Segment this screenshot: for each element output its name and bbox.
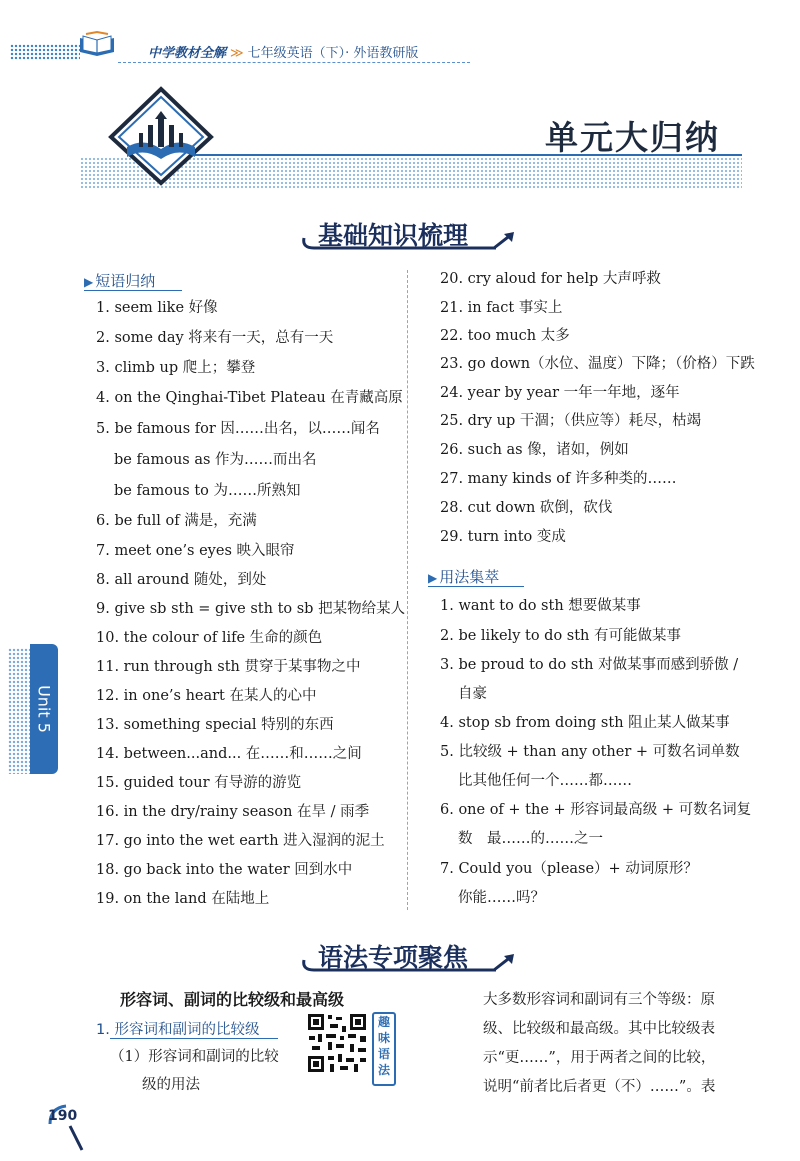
unit-side-tab-label: Unit 5 (34, 685, 54, 733)
phrase-item: 3. climb up 爬上；攀登 (96, 360, 256, 376)
fun-grammar-tag-char: 味 (377, 1031, 390, 1045)
header-dot-pattern (10, 44, 80, 60)
phrase-item: 28. cut down 砍倒，砍伐 (440, 500, 613, 516)
usage-summary-heading (428, 566, 499, 587)
usage-item: 2. be likely to do sth 有可能做某事 (440, 628, 681, 644)
phrase-item: 18. go back into the water 回到水中 (96, 862, 353, 878)
heading-swoosh-icon (300, 954, 520, 974)
fun-grammar-tag-char: 法 (377, 1063, 390, 1077)
usage-item: 比其他任何一个……都…… (458, 773, 632, 789)
grammar-explanation-line: 大多数形容词和副词有三个等级：原 (483, 992, 715, 1008)
header-separator-icon: ≫ (230, 46, 244, 61)
grammar-subheading-underline (110, 1038, 278, 1039)
usage-item: 数 最……的……之一 (458, 831, 603, 847)
phrase-item: 12. in one’s heart 在某人的心中 (96, 688, 317, 704)
phrase-item: 17. go into the wet earth 进入湿润的泥土 (96, 833, 385, 849)
grammar-topic-title: 形容词、副词的比较级和最高级 (120, 990, 345, 1009)
phrase-summary-heading (84, 270, 155, 291)
triangle-bullet-icon: ▶ (84, 275, 94, 289)
qr-code-icon[interactable] (306, 1012, 368, 1074)
phrase-item: 5. be famous for 因……出名，以……闻名 (96, 421, 380, 437)
usage-heading-underline (428, 586, 524, 587)
fun-grammar-tag-char: 趣 (377, 1015, 390, 1029)
phrase-item: 25. dry up 干涸；（供应等）耗尽，枯竭 (440, 413, 702, 429)
page-number: 190 (48, 1108, 78, 1124)
phrase-item: 14. between...and... 在……和……之间 (96, 746, 362, 762)
basic-knowledge-heading: 基础知识梳理 (318, 221, 469, 250)
usage-item: 4. stop sb from doing sth 阻止某人做某事 (440, 715, 730, 731)
phrase-item: 29. turn into 变成 (440, 529, 566, 545)
phrase-item: 7. meet one’s eyes 映入眼帘 (96, 543, 295, 559)
publisher-name: · 外语教研版 (345, 46, 419, 61)
phrase-item: 26. such as 像，诸如，例如 (440, 442, 629, 458)
usage-item: 3. be proud to do sth 对做某事而感到骄傲 / (440, 657, 739, 673)
phrase-summary-label: 短语归纳 (95, 272, 156, 290)
open-book-emblem-icon (107, 85, 215, 187)
book-name: 七年级英语（下） (247, 46, 346, 61)
usage-item: 你能……吗？ (458, 890, 545, 906)
phrase-item: 23. go down（水位、温度）下降；（价格）下跌 (440, 356, 755, 372)
fun-grammar-tag-char: 语 (377, 1047, 390, 1061)
column-divider (407, 270, 408, 910)
phrase-item: 9. give sb sth = give sth to sb 把某物给某人 (96, 601, 406, 617)
phrase-item: 13. something special 特别的东西 (96, 717, 334, 733)
phrase-item: 19. on the land 在陆地上 (96, 891, 270, 907)
phrase-item: 21. in fact 事实上 (440, 300, 563, 316)
phrase-item: 11. run through sth 贯穿于某事物之中 (96, 659, 361, 675)
phrase-item: 24. year by year 一年一年地，逐年 (440, 385, 680, 401)
grammar-explanation-line: 说明“前者比后者更（不）……”。表 (483, 1079, 716, 1095)
series-name: 中学教材全解 (148, 46, 227, 61)
book-logo-icon (78, 30, 116, 60)
grammar-subsection-line: 级的用法 (142, 1077, 200, 1093)
phrase-item: 1. seem like 好像 (96, 300, 218, 316)
phrase-item: 8. all around 随处，到处 (96, 572, 267, 588)
usage-item: 自豪 (458, 686, 487, 702)
grammar-subsection-line: （1）形容词和副词的比较 (110, 1049, 279, 1065)
grammar-explanation-line: 级、比较级和最高级。其中比较级表 (483, 1021, 715, 1037)
grammar-explanation-line: 示“更……”，用于两者之间的比较， (483, 1050, 716, 1066)
phrase-item: 22. too much 太多 (440, 328, 570, 344)
phrase-item: 6. be full of 满是，充满 (96, 513, 257, 529)
phrase-item: be famous as 作为……而出名 (114, 452, 317, 468)
usage-item: 7. Could you（please）+ 动词原形？ (440, 861, 698, 877)
grammar-focus-heading: 语法专项聚焦 (318, 943, 469, 972)
grammar-subheading: 1. 形容词和副词的比较级 (96, 1022, 260, 1038)
triangle-bullet-icon: ▶ (428, 571, 438, 585)
header-rule (118, 62, 470, 63)
phrase-item: 4. on the Qinghai-Tibet Plateau 在青藏高原 (96, 390, 403, 406)
phrase-item: 16. in the dry/rainy season 在旱 / 雨季 (96, 804, 370, 820)
running-header (148, 42, 418, 61)
phrase-item: be famous to 为……所熟知 (114, 483, 301, 499)
usage-item: 1. want to do sth 想要做某事 (440, 598, 641, 614)
usage-item: 6. one of + the + 形容词最高级 + 可数名词复 (440, 802, 752, 818)
fun-grammar-tag (372, 1012, 396, 1086)
usage-item: 5. 比较级 + than any other + 可数名词单数 (440, 744, 740, 760)
side-tab-dot-pattern (8, 648, 32, 774)
phrase-item: 2. some day 将来有一天，总有一天 (96, 330, 334, 346)
phrase-item: 15. guided tour 有导游的游览 (96, 775, 302, 791)
unit-summary-title: 单元大归纳 (545, 118, 720, 157)
phrase-item: 10. the colour of life 生命的颜色 (96, 630, 323, 646)
usage-summary-label: 用法集萃 (439, 568, 500, 586)
phrase-heading-underline (84, 290, 182, 291)
phrase-item: 20. cry aloud for help 大声呼救 (440, 271, 661, 287)
heading-swoosh-icon (300, 232, 520, 252)
phrase-item: 27. many kinds of 许多种类的…… (440, 471, 677, 487)
